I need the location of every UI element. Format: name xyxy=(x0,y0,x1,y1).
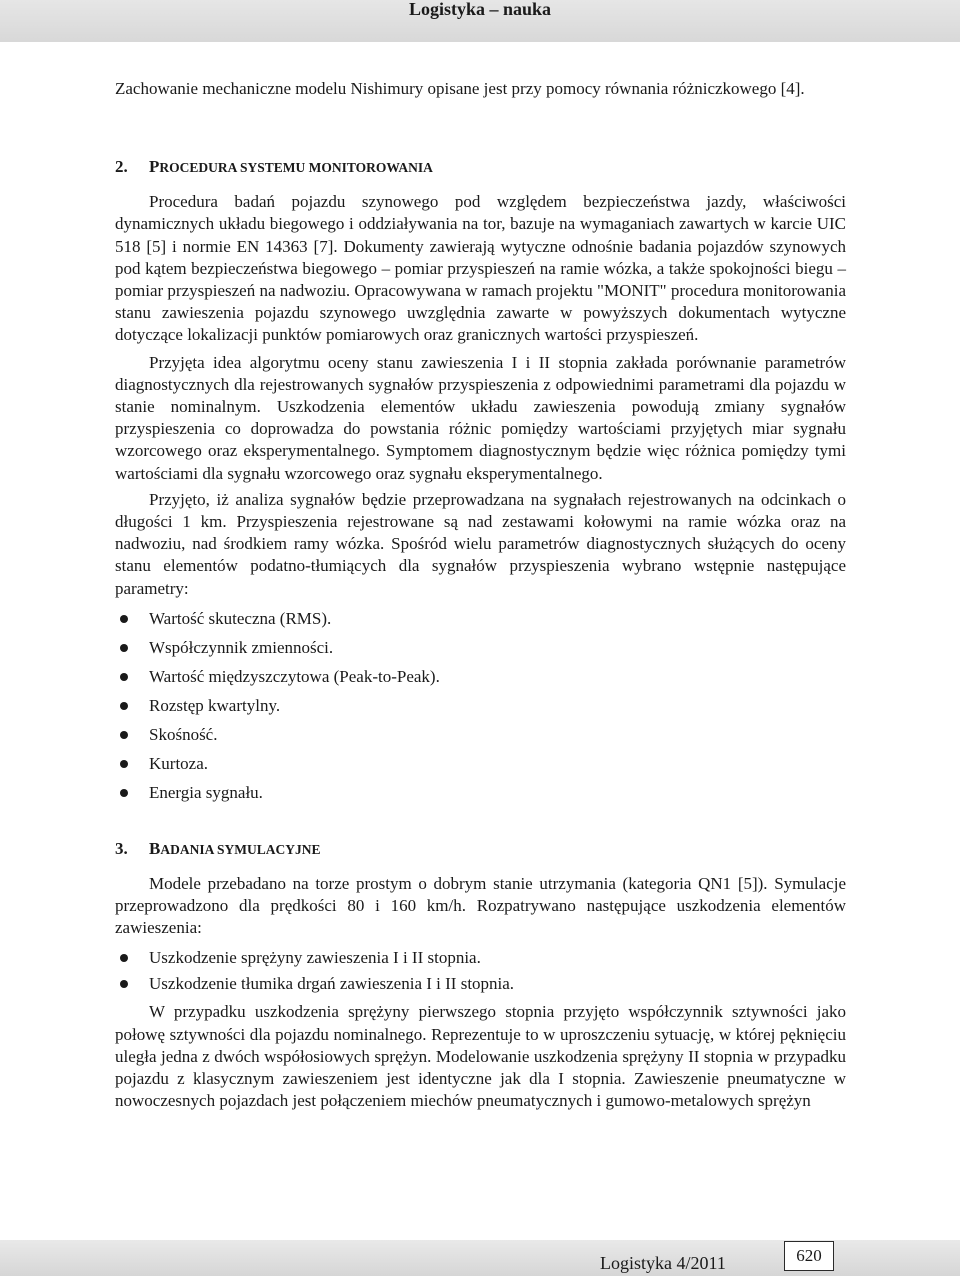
list-item: Kurtoza. xyxy=(115,753,846,782)
list-item: Uszkodzenie tłumika drgań zawieszenia I i II stopnia. xyxy=(115,973,846,999)
section-3-paragraph-2: W przypadku uszkodzenia sprężyny pierwszego stopnia przyjęto współczynnik sztywności jako połowę sztywności dla pojazdu nominalnego. Reprezentuje to w uproszczeniu sytuację, w której pęknięciu uległa jedna z dwóch współosiowych sprężyn. Modelowanie uszkodzenia sprężyny II stopnia w przypadku pojazdu z klasycznym zawieszeniem jest identyczne jak dla I stopnia. Zawieszenie pneumatyczne w nowoczesnych pojazdach jest połączeniem miechów pneumatycznych i gumowo-metalowych sprężyn xyxy=(115,1002,846,1111)
list-item: Współczynnik zmienności. xyxy=(115,637,846,666)
section-2-title-rest: ROCEDURA SYSTEMU MONITOROWANIA xyxy=(159,160,433,176)
section-2-number: 2. xyxy=(115,157,128,177)
parameter-list xyxy=(115,608,846,811)
journal-issue: Logistyka 4/2011 xyxy=(600,1253,726,1273)
intro-paragraph: Zachowanie mechaniczne modelu Nishimury opisane jest przy pomocy równania różniczkowego [4]. xyxy=(115,79,805,98)
section-3-paragraph-1: Modele przebadano na torze prostym o dobrym stanie utrzymania (kategoria QN1 [5]). Symulacje przeprowadzono dla prędkości 80 i 160 km/h. Rozpatrywano następujące uszkodzenia elementów zawieszenia: xyxy=(115,873,846,938)
section-2-paragraph-2: Przyjęta idea algorytmu oceny stanu zawieszenia I i II stopnia zakłada porównanie parametrów diagnostycznych dla rejestrowanych sygnałów przyspieszenia z odpowiednimi parametrami dla pojazdu w stanie nominalnym. Uszkodzenia elementów układu zawieszenia powodują zmiany sygnałów przyspieszenia co doprowadza do powstania różnic pomiędzy wartościami przyjętych miar sygnału wzorcowego oraz eksperymentalnego. Symptomem diagnostycznym będzie więc różnica pomiędzy tymi wartościami dla sygnału wzorcowego oraz sygnału eksperymentalnego. xyxy=(115,352,846,483)
spacer xyxy=(115,861,846,873)
section-2-paragraph-3: Przyjęto, iż analiza sygnałów będzie przeprowadzana na sygnałach rejestrowanych na odcinkach o długości 1 km. Przyspieszenia rejestrowane są nad zestawami kołowymi na ramie wózka oraz na nadwoziu, nad środkiem ramy wózka. Spośród wielu parametrów diagnostycznych służących do oceny stanu elementów podatno-tłumiących dla sygnałów przyspieszenia wybrano wstępnie następujące parametry: xyxy=(115,489,846,598)
section-2-paragraph-1: Procedura badań pojazdu szynowego pod względem bezpieczeństwa jazdy, właściwości dynamicznych układu biegowego i oddziaływania na tor, bazuje na wymaganiach zawartych w karcie UIC 518 [5] i normie EN 14363 [7]. Dokumenty zawierają wytyczne odnośnie badania pojazdów szynowych pod kątem bezpieczeństwa biegowego – pomiar przyspieszeń na ramie wózka, a także spokojności biegu – pomiar przyspieszeń na nadwoziu. Opracowywana w ramach projektu "MONIT" procedura monitorowania stanu zawieszenia pojazdu szynowego uwzględnia zawarte w powyższych dokumentach wytyczne dotyczące lokalizacji punktów pomiarowych oraz granicznych wartości przyspieszeń. xyxy=(115,192,846,345)
spacer xyxy=(115,179,846,191)
section-2-heading xyxy=(115,156,846,179)
spacer xyxy=(115,100,846,156)
section-3-title-initial: B xyxy=(149,838,161,858)
list-item: Energia sygnału. xyxy=(115,782,846,811)
section-3-title-rest: ADANIA SYMULACYJNE xyxy=(160,841,321,857)
section-3-number: 3. xyxy=(115,838,128,858)
section-2-title-initial: P xyxy=(149,157,160,177)
spacer xyxy=(115,811,846,838)
list-item: Wartość międzyszczytowa (Peak-to-Peak). xyxy=(115,666,846,695)
page-content xyxy=(115,78,846,1112)
page-number: 620 xyxy=(784,1241,834,1271)
list-item: Rozstęp kwartylny. xyxy=(115,695,846,724)
damage-list xyxy=(115,947,846,999)
section-3-heading xyxy=(115,838,846,861)
list-item: Uszkodzenie sprężyny zawieszenia I i II stopnia. xyxy=(115,947,846,973)
list-item: Skośność. xyxy=(115,724,846,753)
list-item: Wartość skuteczna (RMS). xyxy=(115,608,846,637)
spacer xyxy=(115,939,846,947)
spacer xyxy=(115,600,846,608)
running-header-title: Logistyka – nauka xyxy=(408,0,552,19)
